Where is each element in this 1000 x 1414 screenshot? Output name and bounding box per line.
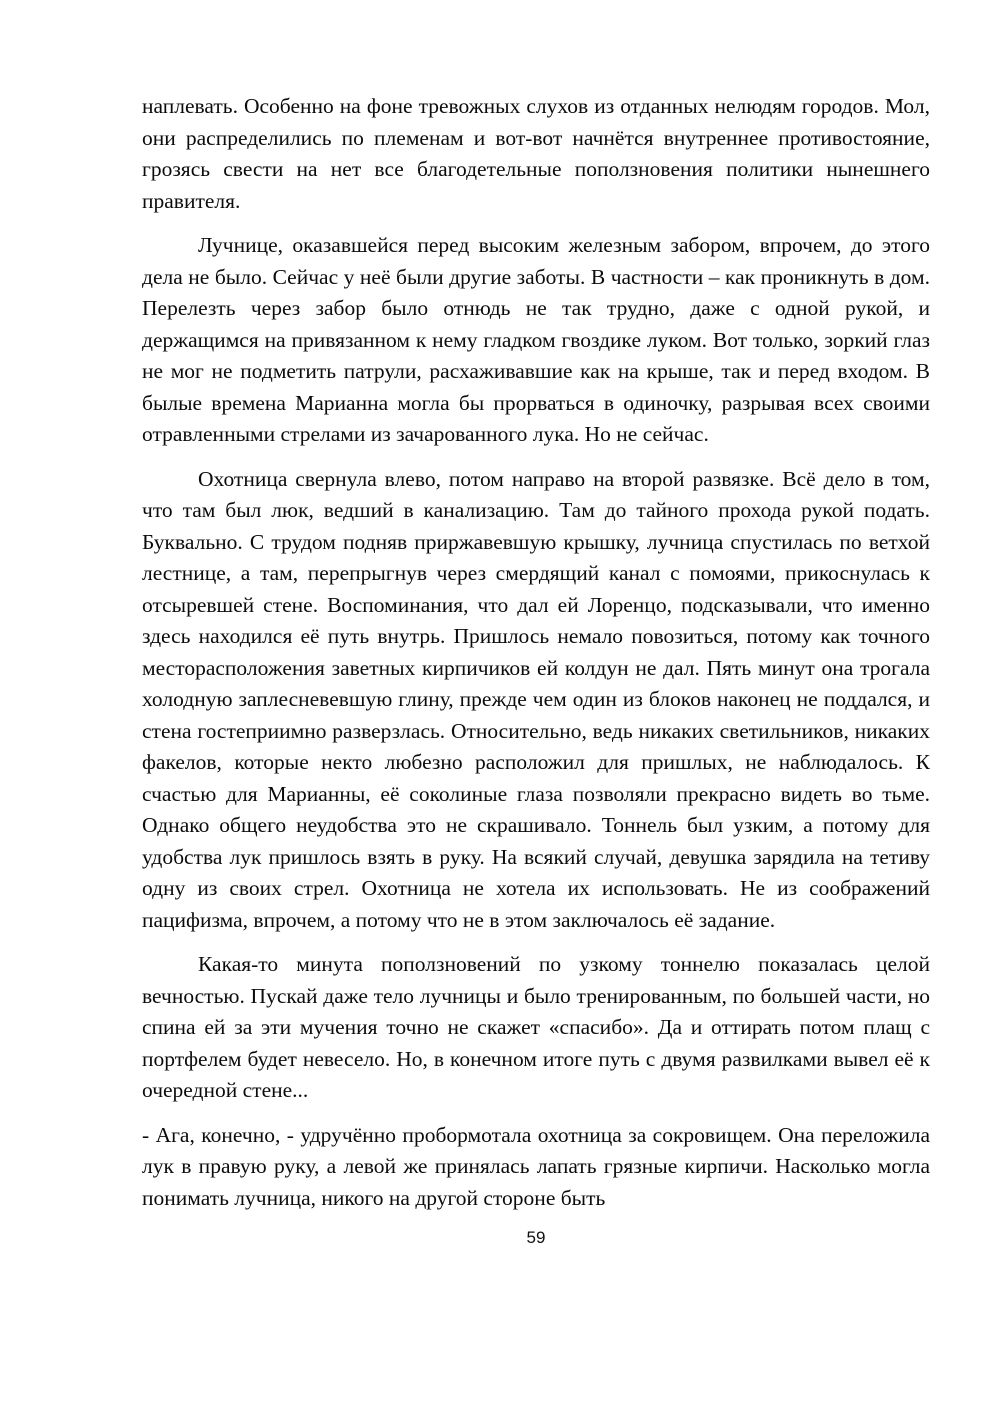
- body-paragraph: Какая-то минута поползновений по узкому тоннелю показалась целой вечностью. Пускай даже тело лучницы и было тренированным, по большей части, но спина ей за эти мучения точно не скажет «спасибо». Да и оттирать потом плащ с портфелем будет невесело. Но, в конечном итоге путь с двумя развилками вывел её к очередной стене...: [142, 952, 930, 1102]
- body-paragraph: Охотница свернула влево, потом направо на второй развязке. Всё дело в том, что там был люк, ведший в канализацию. Там до тайного прохода рукой подать. Буквально. С трудом подняв приржавевшую крышку, лучница спустилась по ветхой лестнице, а там, перепрыгнув через смердящий канал с помоями, прикоснулась к отсыревшей стене. Воспоминания, что дал ей Лоренцо, подсказывали, что именно здесь находился её путь внутрь. Пришлось немало повозиться, потому как точного месторасположения заветных кирпичиков ей колдун не дал. Пять минут она трогала холодную заплесневевшую глину, прежде чем один из блоков наконец не поддался, и стена гостеприимно разверзлась. Относительно, ведь никаких светильников, никаких факелов, которые некто любезно расположил для пришлых, не наблюдалось. К счастью для Марианны, её соколиные глаза позволяли прекрасно видеть во тьме. Однако общего неудобства это не скрашивало. Тоннель был узким, а потому для удобства лук пришлось взять в руку. На всякий случай, девушка зарядила на тетиву одну из своих стрел. Охотница не хотела их использовать. Не из соображений пацифизма, впрочем, а потому что не в этом заключалось её задание.: [142, 466, 930, 932]
- body-paragraph: - Ага, конечно, - удручённо пробормотала охотница за сокровищем. Она переложила лук в правую руку, а левой же принялась лапать грязные кирпичи. Насколько могла понимать лучница, никого на другой стороне быть: [142, 1122, 930, 1210]
- body-paragraph: Лучнице, оказавшейся перед высоким железным забором, впрочем, до этого дела не было. Сейчас у неё были другие заботы. В частности – как проникнуть в дом. Перелезть через забор было отнюдь не так трудно, даже с одной рукой, и держащимся на привязанном к нему гладком гвоздике луком. Вот только, зоркий глаз не мог не подметить патрули, расхаживавшие как на крыше, так и перед входом. В былые времена Марианна могла бы прорваться в одиночку, разрывая всех своими отравленными стрелами из зачарованного лука. Но не сейчас.: [142, 233, 930, 446]
- body-paragraph: наплевать. Особенно на фоне тревожных слухов из отданных нелюдям городов. Мол, они распределились по племенам и вот-вот начнётся внутреннее противостояние, грозясь свести на нет все благодетельные поползновения политики нынешнего правителя.: [142, 94, 930, 213]
- page-number: 59: [526, 1228, 546, 1247]
